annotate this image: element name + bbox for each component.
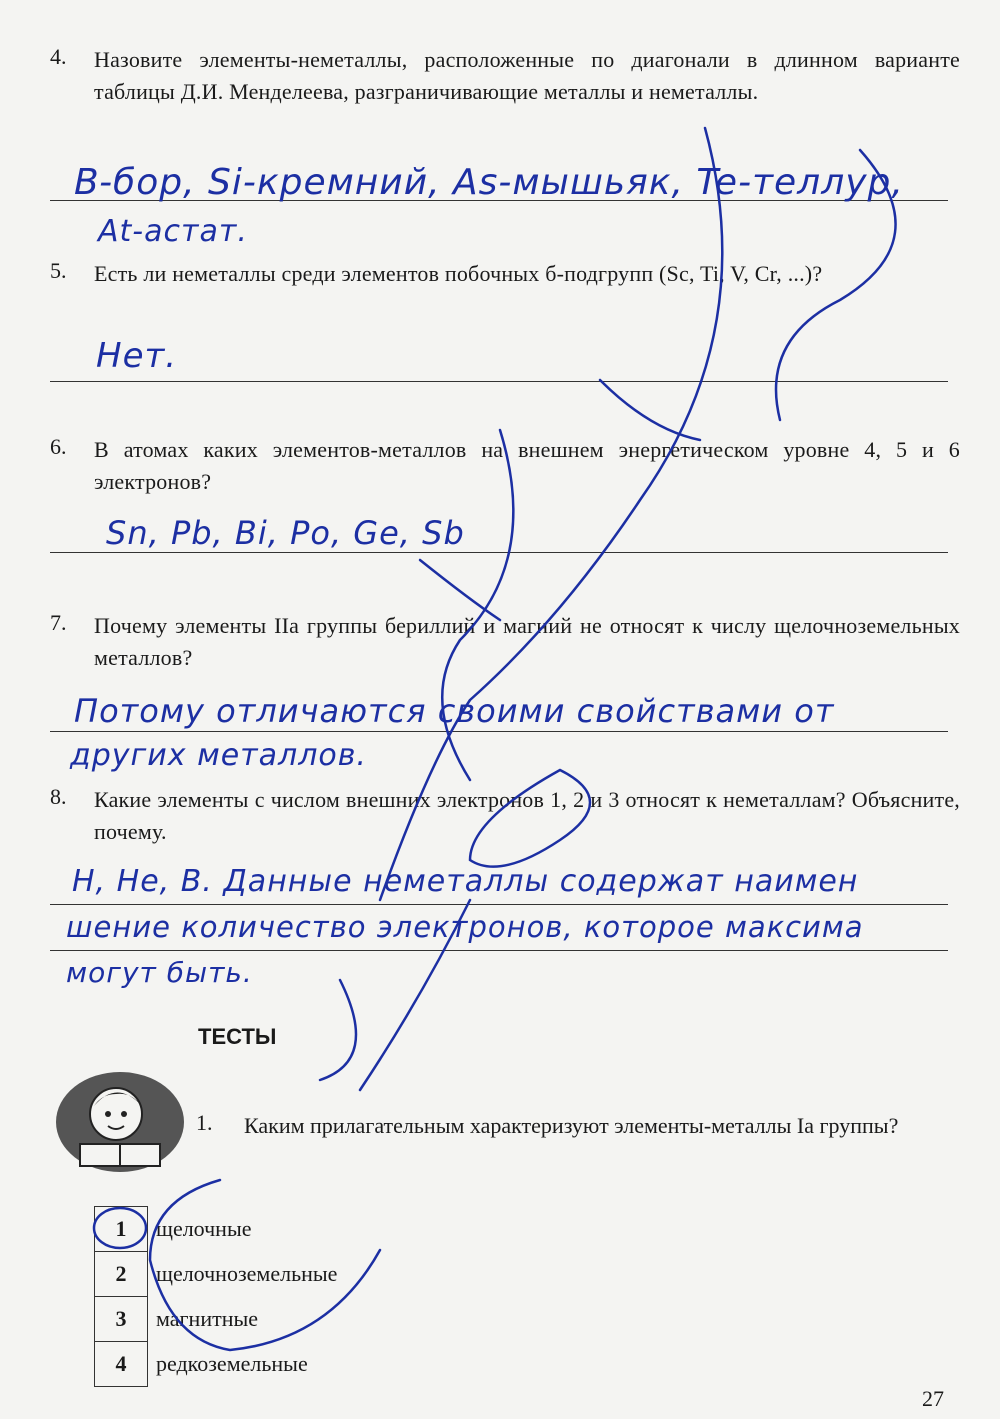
option-label: щелочные: [156, 1216, 252, 1241]
option-2[interactable]: [95, 1252, 339, 1297]
option-label: редкоземельные: [156, 1351, 308, 1376]
handwritten-answer-7-line-1: Потому отличаются своими свойствами от: [74, 692, 835, 730]
option-1[interactable]: [95, 1207, 339, 1252]
handwritten-answer-8-line-1: H, He, B. Данные неметаллы содержат наимен: [72, 864, 859, 899]
option-3[interactable]: [95, 1297, 339, 1342]
question-number: 1.: [196, 1110, 213, 1135]
option-number: 4: [95, 1342, 148, 1387]
handwritten-answer-5: Нет.: [96, 336, 178, 376]
option-label: магнитные: [156, 1306, 259, 1331]
question-7: [50, 610, 960, 674]
question-number: 4.: [50, 44, 67, 69]
question-number: 7.: [50, 610, 67, 635]
handwritten-answer-4-line-2: At-астат.: [98, 214, 248, 249]
answer-options: [94, 1206, 339, 1387]
option-number: 1: [95, 1207, 148, 1252]
option-4[interactable]: [95, 1342, 339, 1387]
question-6: [50, 434, 960, 498]
answer-line: [50, 731, 948, 732]
question-number: 5.: [50, 258, 67, 283]
test-question-1: [196, 1110, 966, 1142]
option-number: 3: [95, 1297, 148, 1342]
answer-line: [50, 950, 948, 951]
question-5: [50, 258, 960, 290]
page-number: 27: [922, 1386, 944, 1411]
handwritten-answer-7-line-2: других металлов.: [70, 738, 367, 773]
tests-heading: ТЕСТЫ: [198, 1024, 277, 1049]
answer-line: [50, 552, 948, 553]
student-reading-illustration-icon: [50, 1062, 190, 1182]
question-text: Назовите элементы-неметаллы, расположенные по диагонали в длинном варианте таблицы Д.И. Менделеева, разграничивающие металлы и неметаллы.: [94, 47, 960, 104]
answer-line: [50, 904, 948, 905]
option-number: 2: [95, 1252, 148, 1297]
question-number: 6.: [50, 434, 67, 459]
handwritten-answer-8-line-2: шение количество электронов, которое максима: [66, 910, 864, 944]
question-text: Какие элементы с числом внешних электронов 1, 2 и 3 относят к неметаллам? Объясните, почему.: [94, 787, 960, 844]
question-8: [50, 784, 960, 848]
question-number: 8.: [50, 784, 67, 809]
handwritten-answer-8-line-3: могут быть.: [66, 956, 253, 989]
handwritten-answer-6: Sn, Pb, Bi, Po, Ge, Sb: [106, 514, 465, 552]
question-text: В атомах каких элементов-металлов на внешнем энергетическом уровне 4, 5 и 6 электронов?: [94, 437, 960, 494]
question-text: Каким прилагательным характеризуют элементы-металлы Ia группы?: [244, 1113, 899, 1138]
question-text: Есть ли неметаллы среди элементов побочных б-подгрупп (Sc, Ti, V, Cr, ...)?: [94, 261, 823, 286]
handwritten-answer-4-line-1: B-бор, Si-кремний, As-мышьяк, Te-теллур,: [74, 162, 904, 203]
question-4: [50, 44, 960, 108]
question-text: Почему элементы IIa группы бериллий и магний не относят к числу щелочноземельных металлов?: [94, 613, 960, 670]
answer-line: [50, 381, 948, 382]
option-label: щелочноземельные: [156, 1261, 338, 1286]
